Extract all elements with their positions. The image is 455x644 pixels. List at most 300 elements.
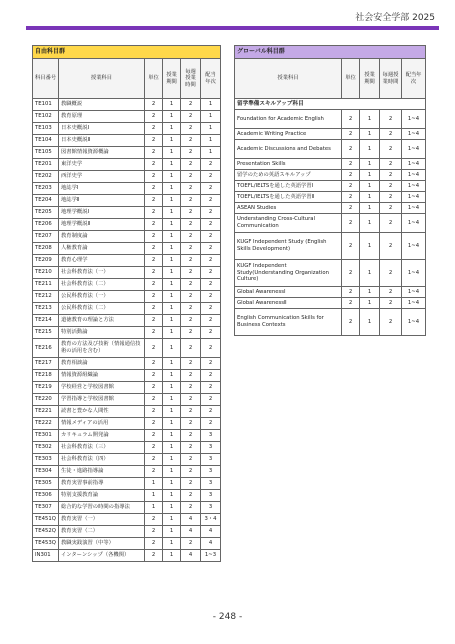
course-name: 地理学概説Ⅰ: [59, 207, 145, 219]
course-name: English Communication Skills for Business Contexts: [235, 309, 342, 336]
table-row: [33, 99, 221, 111]
year: 2: [201, 370, 221, 382]
course-code: TE218: [33, 370, 59, 382]
page-number: - 248 -: [212, 612, 243, 622]
course-code: TE103: [33, 123, 59, 135]
units: 2: [342, 298, 360, 309]
units: 1: [145, 478, 163, 490]
weekly-hours: 2: [181, 183, 201, 195]
course-name: Academic Discussions and Debates: [235, 140, 342, 159]
table-row: [33, 478, 221, 490]
period: 1: [163, 418, 181, 430]
table-row: [33, 159, 221, 171]
units: 2: [145, 195, 163, 207]
course-name: ASEAN Studies: [235, 203, 342, 214]
year: 1~4: [402, 260, 426, 287]
course-name: 公民科教育法（二）: [59, 303, 145, 315]
course-code: TE208: [33, 243, 59, 255]
units: 2: [145, 207, 163, 219]
course-code: TE220: [33, 394, 59, 406]
year: 2: [201, 207, 221, 219]
units: 2: [342, 214, 360, 233]
course-code: TE206: [33, 219, 59, 231]
course-name: 教育原理: [59, 111, 145, 123]
period: 1: [163, 358, 181, 370]
units: 2: [145, 466, 163, 478]
year: 2: [201, 291, 221, 303]
year: 3: [201, 430, 221, 442]
weekly-hours: 2: [181, 538, 201, 550]
year: 3: [201, 490, 221, 502]
weekly-hours: 4: [181, 514, 201, 526]
period: 1: [360, 170, 380, 181]
course-name: 教育相談論: [59, 358, 145, 370]
course-name: KUGF Independent Study (English Skills Development): [235, 233, 342, 260]
course-name: 特別支援教育論: [59, 490, 145, 502]
year: 3: [201, 466, 221, 478]
units: 2: [145, 219, 163, 231]
units: 2: [145, 442, 163, 454]
course-code: TE222: [33, 418, 59, 430]
weekly-hours: 2: [181, 135, 201, 147]
weekly-hours: 2: [181, 219, 201, 231]
weekly-hours: 2: [181, 159, 201, 171]
period: 1: [163, 195, 181, 207]
table-row: [235, 129, 426, 140]
weekly-hours: 2: [380, 214, 402, 233]
weekly-hours: 2: [181, 291, 201, 303]
course-code: TE217: [33, 358, 59, 370]
table-row: [235, 233, 426, 260]
year: 1: [201, 111, 221, 123]
period: 1: [163, 231, 181, 243]
year: 1: [201, 135, 221, 147]
period: 1: [360, 203, 380, 214]
course-code: TE221: [33, 406, 59, 418]
course-name: 地誌学Ⅱ: [59, 195, 145, 207]
table-row: [33, 466, 221, 478]
course-name: 生徒・進路指導論: [59, 466, 145, 478]
year: 2: [201, 406, 221, 418]
period: 1: [163, 315, 181, 327]
table-row: [33, 123, 221, 135]
year: 2: [201, 171, 221, 183]
year: 2: [201, 255, 221, 267]
period: 1: [163, 538, 181, 550]
weekly-hours: 2: [181, 123, 201, 135]
period: 1: [163, 291, 181, 303]
units: 2: [145, 514, 163, 526]
units: 2: [145, 255, 163, 267]
units: 2: [342, 203, 360, 214]
header-name: 授業科目: [235, 59, 342, 99]
department-title: 社会安全学部 2025: [355, 13, 435, 23]
units: 2: [145, 243, 163, 255]
table-row: [33, 147, 221, 159]
year: 3: [201, 478, 221, 490]
table-row: [33, 394, 221, 406]
units: 2: [145, 406, 163, 418]
units: 2: [145, 279, 163, 291]
table-row: [33, 303, 221, 315]
table-row: [33, 550, 221, 562]
year: 2: [201, 315, 221, 327]
weekly-hours: 2: [181, 279, 201, 291]
header-period: 授業期間: [163, 59, 181, 99]
period: 1: [163, 219, 181, 231]
period: 1: [163, 99, 181, 111]
course-name: Academic Writing Practice: [235, 129, 342, 140]
course-code: TE209: [33, 255, 59, 267]
units: 2: [145, 430, 163, 442]
period: 1: [163, 243, 181, 255]
weekly-hours: 2: [181, 358, 201, 370]
units: 2: [342, 140, 360, 159]
course-name: 人権教育論: [59, 243, 145, 255]
course-name: 社会科教育法（一）: [59, 267, 145, 279]
table-row: [235, 287, 426, 298]
course-code: TE306: [33, 490, 59, 502]
year: 1~4: [402, 233, 426, 260]
period: 1: [163, 183, 181, 195]
table-row: [235, 170, 426, 181]
course-code: TE451Q: [33, 514, 59, 526]
units: 2: [342, 260, 360, 287]
table-row: [33, 195, 221, 207]
table-row: [33, 442, 221, 454]
units: 2: [145, 418, 163, 430]
course-code: TE203: [33, 183, 59, 195]
course-code: IN301: [33, 550, 59, 562]
table-row: [33, 315, 221, 327]
weekly-hours: 2: [181, 243, 201, 255]
table-row: [33, 291, 221, 303]
units: 2: [145, 231, 163, 243]
table-row: [33, 538, 221, 550]
period: 1: [163, 502, 181, 514]
header-period: 授業期間: [360, 59, 380, 99]
units: 2: [145, 291, 163, 303]
table-row: [33, 430, 221, 442]
course-code: TE216: [33, 339, 59, 358]
free-courses-table: [32, 45, 221, 562]
weekly-hours: 2: [181, 418, 201, 430]
global-courses-table: [234, 45, 426, 336]
period: 1: [360, 287, 380, 298]
units: 2: [145, 394, 163, 406]
year: 1~4: [402, 129, 426, 140]
year: 2: [201, 327, 221, 339]
course-name: 社会科教育法（四）: [59, 454, 145, 466]
course-name: 教職概説: [59, 99, 145, 111]
course-code: TE104: [33, 135, 59, 147]
table-row: [235, 140, 426, 159]
units: 2: [342, 192, 360, 203]
weekly-hours: 2: [181, 406, 201, 418]
year: 2: [201, 159, 221, 171]
header-year: 配当年次: [201, 59, 221, 99]
weekly-hours: 2: [181, 231, 201, 243]
period: 1: [163, 514, 181, 526]
table-row: [33, 267, 221, 279]
course-name: 教育実習（二）: [59, 526, 145, 538]
units: 2: [145, 358, 163, 370]
units: 2: [145, 147, 163, 159]
units: 2: [145, 183, 163, 195]
header-name: 授業科目: [59, 59, 145, 99]
weekly-hours: 2: [181, 147, 201, 159]
weekly-hours: 2: [380, 260, 402, 287]
period: 1: [360, 181, 380, 192]
section-title: グローバル科目群: [235, 46, 426, 59]
header-year: 配当年次: [402, 59, 426, 99]
units: 2: [145, 526, 163, 538]
units: 2: [145, 303, 163, 315]
year: 2: [201, 418, 221, 430]
course-name: 東洋史学: [59, 159, 145, 171]
year: 2: [201, 267, 221, 279]
course-name: 地理学概説Ⅱ: [59, 219, 145, 231]
course-name: 学校経営と学校図書館: [59, 382, 145, 394]
table-row: [33, 406, 221, 418]
weekly-hours: 2: [181, 315, 201, 327]
period: 1: [163, 442, 181, 454]
year: 3: [201, 502, 221, 514]
period: 1: [163, 327, 181, 339]
weekly-hours: 2: [380, 129, 402, 140]
course-name: 学習指導と学校図書館: [59, 394, 145, 406]
course-code: TE303: [33, 454, 59, 466]
weekly-hours: 2: [181, 339, 201, 358]
weekly-hours: 2: [181, 454, 201, 466]
period: 1: [163, 135, 181, 147]
year: 2: [201, 219, 221, 231]
weekly-hours: 2: [181, 99, 201, 111]
units: 2: [145, 370, 163, 382]
units: 2: [145, 315, 163, 327]
year: 1: [201, 99, 221, 111]
course-code: TE204: [33, 195, 59, 207]
period: 1: [360, 140, 380, 159]
units: 2: [342, 110, 360, 129]
course-name: Understanding Cross-Cultural Communication: [235, 214, 342, 233]
weekly-hours: 2: [380, 309, 402, 336]
units: 2: [342, 181, 360, 192]
units: 2: [145, 339, 163, 358]
period: 1: [163, 123, 181, 135]
period: 1: [163, 159, 181, 171]
weekly-hours: 2: [380, 140, 402, 159]
course-name: 社会科教育法（二）: [59, 279, 145, 291]
course-name: Presentation Skills: [235, 159, 342, 170]
course-name: インターンシップ（各機関）: [59, 550, 145, 562]
table-row: [235, 214, 426, 233]
course-name: TOEFL/IELTSを通した英語学習Ⅱ: [235, 192, 342, 203]
course-code: TE307: [33, 502, 59, 514]
units: 2: [342, 309, 360, 336]
year: 1~4: [402, 214, 426, 233]
weekly-hours: 2: [380, 170, 402, 181]
course-name: 教育心理学: [59, 255, 145, 267]
weekly-hours: 2: [380, 110, 402, 129]
units: 2: [145, 382, 163, 394]
year: 2: [201, 358, 221, 370]
weekly-hours: 4: [181, 526, 201, 538]
year: 2: [201, 195, 221, 207]
header-weekly: 毎週授業時間: [380, 59, 402, 99]
year: 2: [201, 279, 221, 291]
units: 2: [145, 135, 163, 147]
year: 1~4: [402, 298, 426, 309]
year: 1~3: [201, 550, 221, 562]
weekly-hours: 2: [380, 203, 402, 214]
weekly-hours: 2: [181, 490, 201, 502]
year: 1~4: [402, 140, 426, 159]
period: 1: [163, 490, 181, 502]
course-code: TE305: [33, 478, 59, 490]
units: 2: [145, 159, 163, 171]
course-code: TE102: [33, 111, 59, 123]
course-name: カリキュラム開発論: [59, 430, 145, 442]
course-name: 情報メディアの活用: [59, 418, 145, 430]
period: 1: [360, 192, 380, 203]
period: 1: [163, 279, 181, 291]
weekly-hours: 2: [181, 327, 201, 339]
table-row: [235, 260, 426, 287]
course-name: 日本史概説Ⅰ: [59, 123, 145, 135]
table-row: [235, 192, 426, 203]
subsection-title: 留学準備スキルアップ科目: [235, 99, 426, 110]
table-row: [235, 181, 426, 192]
course-code: TE212: [33, 291, 59, 303]
course-code: TE201: [33, 159, 59, 171]
period: 1: [163, 303, 181, 315]
period: 1: [163, 430, 181, 442]
period: 1: [360, 260, 380, 287]
course-name: 留学のための英語スキルアップ: [235, 170, 342, 181]
period: 1: [163, 454, 181, 466]
course-code: TE215: [33, 327, 59, 339]
units: 2: [342, 233, 360, 260]
weekly-hours: 2: [380, 287, 402, 298]
table-row: [33, 135, 221, 147]
section-title: 自由科目群: [33, 46, 221, 59]
weekly-hours: 2: [181, 442, 201, 454]
course-code: TE302: [33, 442, 59, 454]
year: 1: [201, 147, 221, 159]
course-name: 教育制度論: [59, 231, 145, 243]
weekly-hours: 2: [181, 171, 201, 183]
header-bar: [26, 26, 439, 30]
period: 1: [163, 382, 181, 394]
table-row: [235, 298, 426, 309]
course-name: 教育実習（一）: [59, 514, 145, 526]
period: 1: [360, 233, 380, 260]
table-row: [33, 219, 221, 231]
year: 3: [201, 442, 221, 454]
period: 1: [163, 255, 181, 267]
table-row: [33, 327, 221, 339]
units: 2: [145, 111, 163, 123]
course-code: TE105: [33, 147, 59, 159]
header-units: 単位: [145, 59, 163, 99]
year: 1~4: [402, 309, 426, 336]
year: 1~4: [402, 192, 426, 203]
weekly-hours: 4: [181, 550, 201, 562]
header-units: 単位: [342, 59, 360, 99]
units: 1: [145, 490, 163, 502]
period: 1: [163, 478, 181, 490]
course-code: TE207: [33, 231, 59, 243]
period: 1: [163, 147, 181, 159]
units: 2: [145, 327, 163, 339]
table-row: [33, 279, 221, 291]
table-row: [235, 110, 426, 129]
course-name: 教育実習事前指導: [59, 478, 145, 490]
year: 4: [201, 526, 221, 538]
year: 2: [201, 243, 221, 255]
course-name: 日本史概説Ⅱ: [59, 135, 145, 147]
table-row: [33, 526, 221, 538]
course-name: 地誌学Ⅰ: [59, 183, 145, 195]
weekly-hours: 2: [380, 298, 402, 309]
course-code: TE202: [33, 171, 59, 183]
period: 1: [163, 526, 181, 538]
units: 2: [145, 99, 163, 111]
period: 1: [163, 394, 181, 406]
weekly-hours: 2: [380, 233, 402, 260]
units: 2: [145, 538, 163, 550]
table-row: [33, 231, 221, 243]
period: 1: [163, 466, 181, 478]
year: 1~4: [402, 181, 426, 192]
year: 2: [201, 231, 221, 243]
weekly-hours: 2: [181, 207, 201, 219]
year: 3: [201, 454, 221, 466]
course-name: 教職実践演習（中等）: [59, 538, 145, 550]
period: 1: [163, 111, 181, 123]
course-code: TE219: [33, 382, 59, 394]
weekly-hours: 2: [380, 181, 402, 192]
table-row: [33, 418, 221, 430]
course-name: 西洋史学: [59, 171, 145, 183]
weekly-hours: 2: [181, 370, 201, 382]
course-name: TOEFL/IELTSを通した英語学習Ⅰ: [235, 181, 342, 192]
course-code: TE301: [33, 430, 59, 442]
course-name: 教育の方法及び技術（情報通信技術の活用を含む）: [59, 339, 145, 358]
weekly-hours: 2: [181, 394, 201, 406]
course-code: TE214: [33, 315, 59, 327]
year: 3・4: [201, 514, 221, 526]
period: 1: [163, 339, 181, 358]
year: 1~4: [402, 110, 426, 129]
period: 1: [163, 406, 181, 418]
units: 2: [145, 171, 163, 183]
period: 1: [360, 298, 380, 309]
course-code: TE453Q: [33, 538, 59, 550]
year: 2: [201, 183, 221, 195]
period: 1: [360, 159, 380, 170]
table-row: [33, 171, 221, 183]
year: 1~4: [402, 170, 426, 181]
weekly-hours: 2: [181, 195, 201, 207]
course-code: TE211: [33, 279, 59, 291]
year: 1~4: [402, 203, 426, 214]
units: 2: [145, 550, 163, 562]
units: 2: [342, 170, 360, 181]
weekly-hours: 2: [380, 192, 402, 203]
course-code: TE210: [33, 267, 59, 279]
